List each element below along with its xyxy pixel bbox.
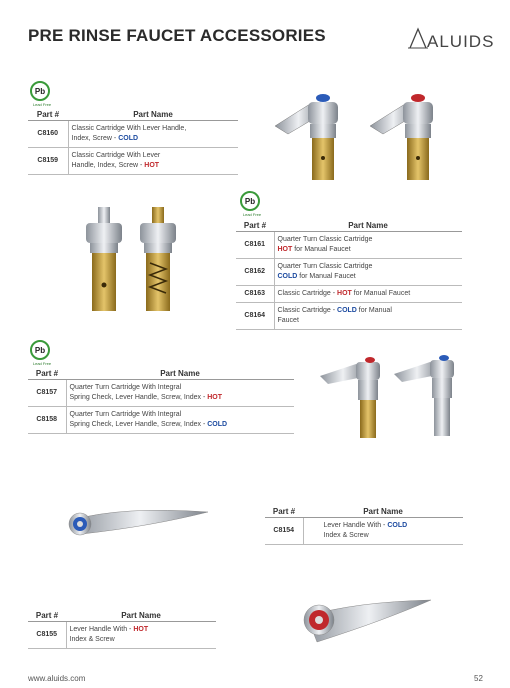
col-header-name: Part Name	[274, 219, 462, 232]
parts-table-4	[265, 505, 463, 545]
col-header-name: Part Name	[66, 367, 294, 380]
col-header-name: Part Name	[66, 609, 216, 622]
lever-handle-cold-image	[62, 500, 212, 540]
col-header-part: Part #	[28, 108, 68, 121]
col-header-part: Part #	[28, 609, 66, 622]
cartridge-lever-pair-image	[270, 84, 470, 194]
cold-tag: COLD	[277, 273, 298, 280]
col-header-part: Part #	[28, 367, 66, 380]
cold-tag: COLD	[337, 307, 357, 314]
col-header-name: Part Name	[68, 108, 238, 121]
part-name: Quarter Turn Cartridge With Integral Spring Check, Lever Handle, Screw, Index - HOT	[66, 380, 294, 407]
table-row	[265, 518, 463, 545]
part-number: C8163	[236, 286, 274, 303]
part-number: C8164	[236, 303, 274, 330]
table-row	[28, 622, 216, 649]
hot-tag: HOT	[144, 162, 160, 169]
table-row	[28, 407, 294, 434]
lead-free-icon: Pb	[30, 340, 50, 360]
brand-logo-text: ALUIDS	[427, 32, 495, 51]
parts-table-5	[28, 609, 216, 649]
part-name: Quarter Turn Cartridge With Integral Spring Check, Lever Handle, Screw, Index - COLD	[66, 407, 294, 434]
part-name: Classic Cartridge With Lever Handle, Index, Screw - HOT	[68, 148, 238, 175]
part-number: C8157	[28, 380, 66, 407]
table-row	[236, 286, 462, 303]
part-name: Classic Cartridge - HOT for Manual Faucet	[274, 286, 462, 303]
lead-free-label: Lead Free	[32, 102, 52, 107]
lead-free-badge	[240, 191, 264, 217]
footer-url[interactable]: www.aluids.com	[28, 674, 86, 683]
table-row	[236, 303, 462, 330]
part-number: C8159	[28, 148, 68, 175]
parts-table-3	[28, 367, 294, 434]
part-number: C8158	[28, 407, 66, 434]
lead-free-icon: Pb	[30, 81, 50, 101]
hot-tag: HOT	[133, 626, 149, 633]
col-header-part: Part #	[236, 219, 274, 232]
brand-logo	[408, 26, 495, 58]
part-number: C8154	[265, 518, 303, 545]
lead-free-label: Lead Free	[242, 212, 262, 217]
lead-free-badge	[30, 81, 54, 107]
table-row	[28, 121, 238, 148]
parts-table-1	[28, 108, 238, 175]
page-number: 52	[474, 674, 483, 683]
col-header-part: Part #	[265, 505, 303, 518]
lead-free-badge	[30, 340, 54, 366]
page-title: PRE RINSE FAUCET ACCESSORIES	[28, 26, 326, 45]
part-name: Lever Handle With - HOT Index & Screw	[66, 622, 216, 649]
hot-tag: HOT	[207, 394, 223, 401]
table-row	[28, 380, 294, 407]
table-row	[28, 148, 238, 175]
cold-tag: COLD	[118, 135, 139, 142]
part-name: Quarter Turn Classic Cartridge HOT for Manual Faucet	[274, 232, 462, 259]
part-name: Classic Cartridge - COLD for Manual Faucet	[274, 303, 462, 330]
cartridge-pair-image	[80, 205, 200, 320]
part-number: C8160	[28, 121, 68, 148]
brand-logo-mark	[408, 26, 495, 52]
lever-handle-hot-image	[295, 596, 435, 648]
table-row	[236, 232, 462, 259]
quarter-turn-cartridge-pair-image	[318, 354, 468, 449]
part-name: Classic Cartridge With Lever Handle, Index, Screw - COLD	[68, 121, 238, 148]
parts-table-2	[236, 219, 462, 330]
hot-tag: HOT	[277, 246, 293, 253]
lead-free-label: Lead Free	[32, 361, 52, 366]
col-header-name: Part Name	[303, 505, 463, 518]
cold-tag: COLD	[207, 421, 228, 428]
hot-tag: HOT	[337, 290, 352, 297]
part-number: C8161	[236, 232, 274, 259]
part-number: C8155	[28, 622, 66, 649]
part-number: C8162	[236, 259, 274, 286]
cold-tag: COLD	[387, 522, 408, 529]
part-name: Lever Handle With - COLD Index & Screw	[303, 518, 463, 545]
table-row	[236, 259, 462, 286]
lead-free-icon: Pb	[240, 191, 260, 211]
part-name: Quarter Turn Classic Cartridge COLD for Manual Faucet	[274, 259, 462, 286]
